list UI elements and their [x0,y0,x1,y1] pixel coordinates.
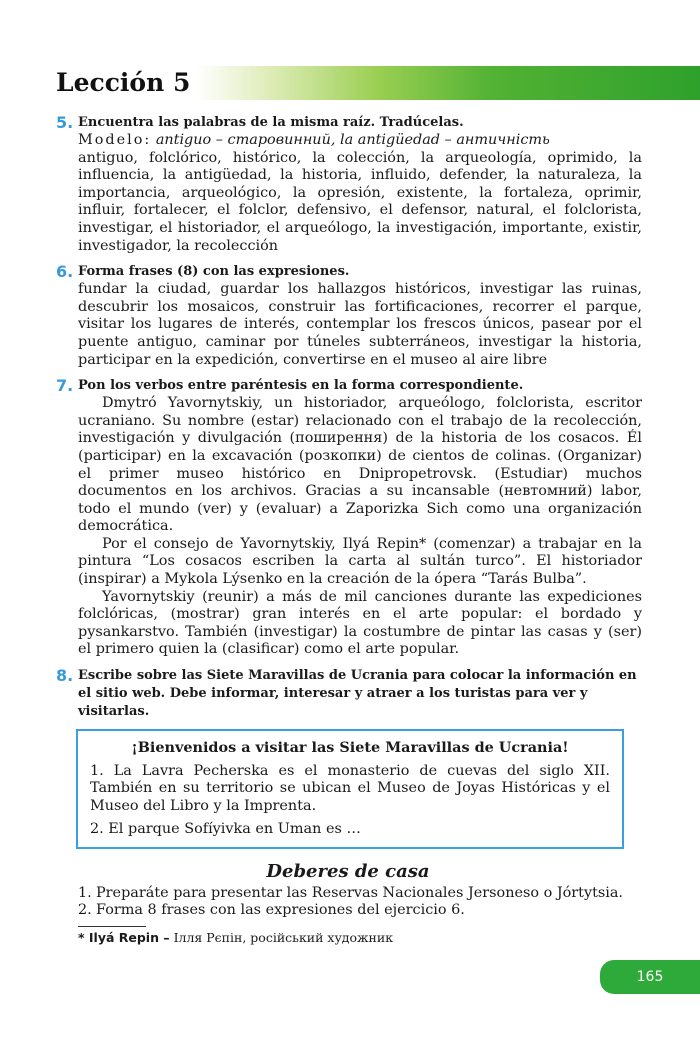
page-number: 165 [600,960,700,994]
exercise-number: 8. [56,666,74,686]
box-title: ¡Bienvenidos a visitar las Siete Maravillas de Ucrania! [131,739,569,757]
paragraph: Por el consejo de Yavornytskiy, Ilyá Repin* (comenzar) a trabajar en la pintura “Los cosacos escriben la carta al sultán turco”. El historiador (inspirar) a Mykola Lýsenko en la creación de la ópera “Tarás Bulba”. [78,535,642,588]
exercise-8 [54,667,642,849]
footnote-text: Ілля Рєпін, російський художник [173,929,394,945]
exercise-5 [54,114,642,255]
item-number: 2. [78,902,92,919]
footnote-term: * Ilyá Repin – [78,929,170,945]
exercise-number: 7. [56,376,74,396]
exercise-instruction: Forma frases (8) con las expresiones. [78,264,350,280]
exercise-instruction: Encuentra las palabras de la misma raíz. Tradúcelas. [78,115,464,130]
item-number: 1. [78,884,92,901]
homework-list [54,885,642,920]
list-item [78,902,642,920]
modelo-label: Modelo: [78,132,152,148]
modelo-line [78,132,642,150]
expression-list: fundar la ciudad, guardar los hallazgos históricos, investigar las ruinas, descubrir los mosaicos, construir las fortificaciones, recorrer el parque, visitar los lugares de interés, contemplar los frescos únicos, pasear por el puente antiguo, caminar por túneles subterráneos, investigar la historia, participar en la expedición, convertirse en el museo al aire libre [78,281,642,368]
info-box [76,729,624,849]
item-text: Preparáte para presentar las Reservas Nacionales Jersoneso o Jórtytsia. [96,884,623,901]
exercise-7 [54,377,642,659]
list-item [78,885,642,903]
exercise-number: 6. [56,262,74,282]
paragraph: Yavornytskiy (reunir) a más de mil canciones durante las expediciones folclóricas, (mostrar) gran interés en el arte popular: el bordado y pysankarstvo. También (investigar) la costumbre de pintar las casas y (ser) el primero quien la (clasificar) como el arte popular. [78,588,642,658]
exercise-instruction: Escribe sobre las Siete Maravillas de Ucrania para colocar la información en el sitio web. Debe informar, interesar y atraer a los turistas para ver y visitarlas. [78,668,637,720]
exercise-number: 5. [56,113,74,132]
homework-title: Deberes de casa [266,861,430,882]
footnote-divider [78,926,146,927]
box-paragraph: 1. La Lavra Pecherska es el monasterio de cuevas del siglo XII. También en su territorio se ubican el Museo de Joyas Históricas y el Museo del Libro y la Imprenta. [90,762,610,814]
item-text: Forma 8 frases con las expresiones del ejercicio 6. [96,902,465,919]
page-content [54,114,642,946]
modelo-text: antiguo – старовинний, la antigüedad – античність [155,132,550,148]
paragraph: Dmytró Yavornytskiy, un historiador, arqueólogo, folclorista, escritor ucraniano. Su nombre (estar) relacionado con el trabajo de la recolección, investigación y divulgación (поширення) de la historia de los cosacos. Él (participar) en la excavación (розкопки) de cientos de colinas. (Organizar) el primer museo histórico en Dnipropetrovsk. (Estudiar) muchos documentos en los archivos. Gracias a su incansable (невтомний) labor, todo el mundo (ver) y (evaluar) a Zaporizka Sich como una organización democrática. [78,395,642,535]
exercise-instruction: Pon los verbos entre paréntesis en la forma correspondiente. [78,378,524,394]
box-paragraph: 2. El parque Sofíyivka en Uman es … [90,821,361,838]
lesson-title: Lección 5 [56,68,191,97]
exercise-6 [54,263,642,369]
word-list: antiguo, folclórico, histórico, la colección, la arqueología, oprimido, la influencia, la antigüedad, la historia, influido, defender, la naturaleza, la importancia, arqueológico, la opresión, existente, la fortaleza, oprimir, influir, fortalecer, el folclor, defensivo, el defensor, natural, el folclorista, investigar, el historiador, el arqueólogo, la investigación, importante, existir, investigador, la recolección [78,149,642,254]
footnote [54,929,642,947]
